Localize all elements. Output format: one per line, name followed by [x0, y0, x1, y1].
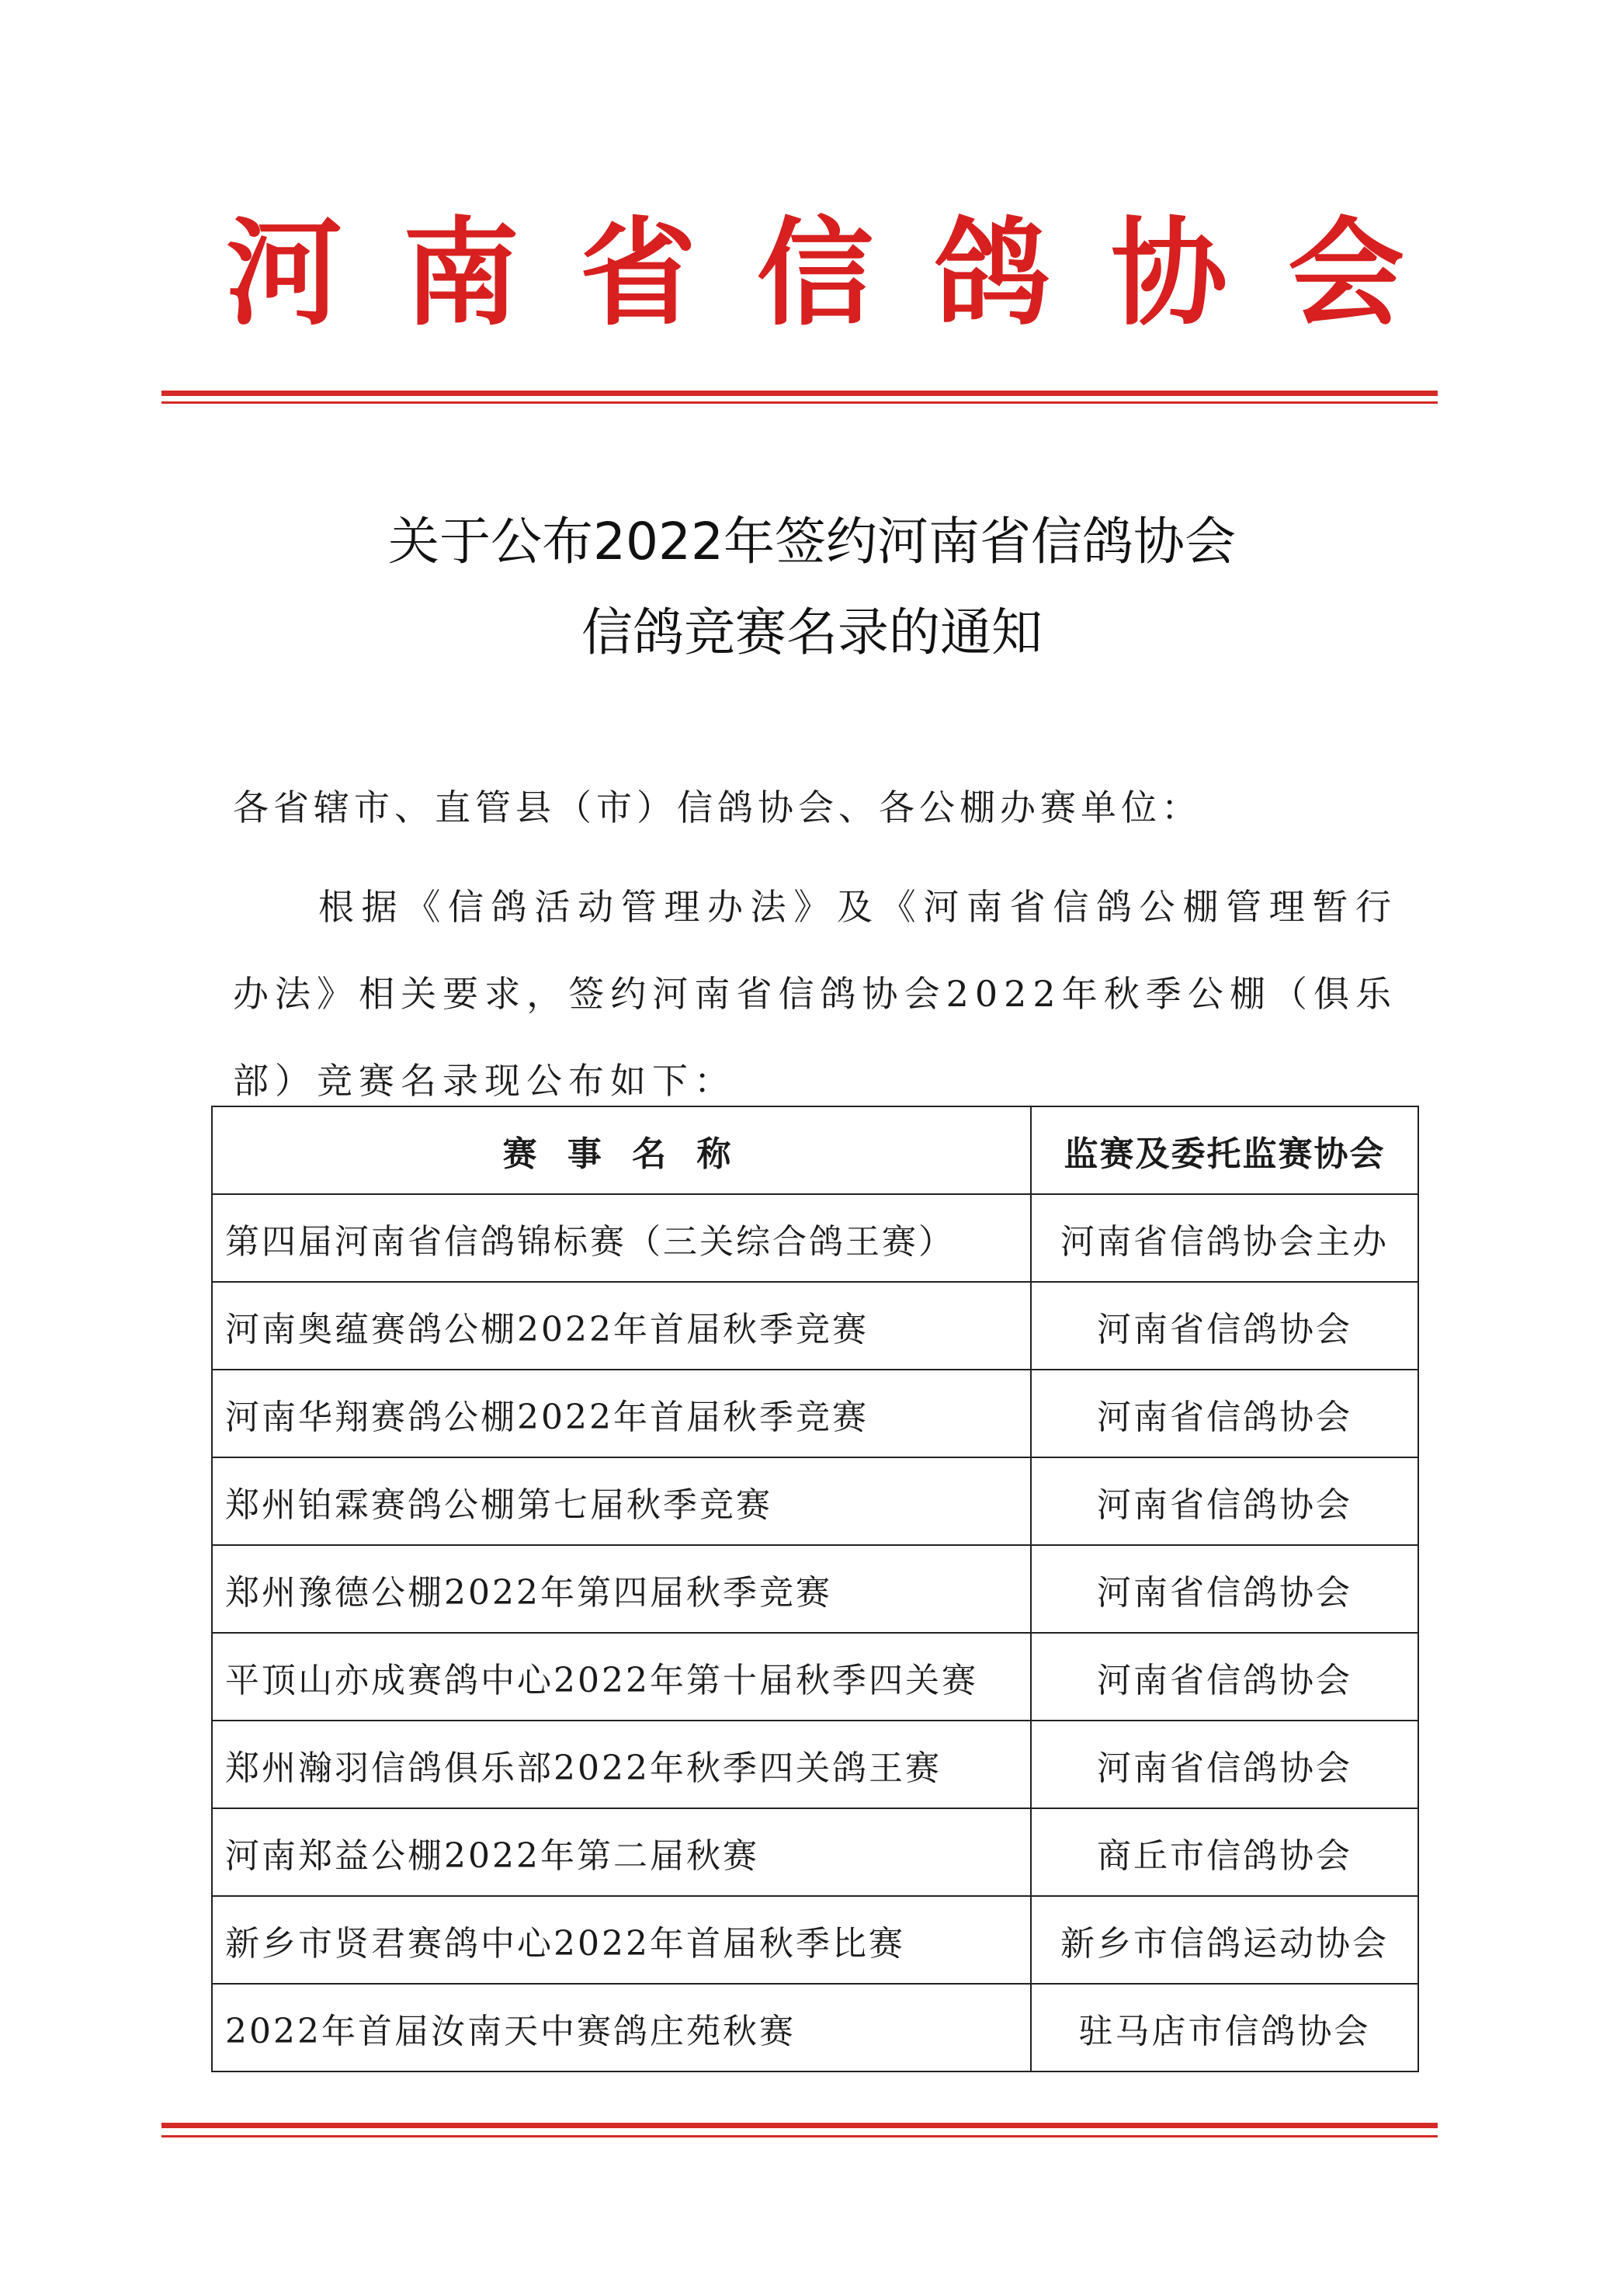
notice-title-line2: 信鸽竞赛名录的通知: [581, 603, 1043, 662]
supervising-association: 商丘市信鸽协会: [1031, 1808, 1418, 1896]
supervising-association: 河南省信鸽协会: [1031, 1721, 1418, 1808]
supervising-association: 河南省信鸽协会: [1031, 1282, 1418, 1370]
letterhead-rule-thick: [161, 391, 1438, 396]
supervising-association: 河南省信鸽协会主办: [1031, 1194, 1418, 1282]
event-name: 平顶山亦成赛鸽中心2022年第十届秋季四关赛: [212, 1633, 1031, 1721]
event-name: 河南奥蕴赛鸽公棚2022年首届秋季竞赛: [212, 1282, 1031, 1370]
supervising-association: 驻马店市信鸽协会: [1031, 1984, 1418, 2071]
event-name: 新乡市贤君赛鸽中心2022年首届秋季比赛: [212, 1896, 1031, 1984]
supervising-association: 河南省信鸽协会: [1031, 1633, 1418, 1721]
event-name: 郑州豫德公棚2022年第四届秋季竞赛: [212, 1545, 1031, 1633]
table-header-row: [212, 1106, 1418, 1194]
footer-rule-thick: [161, 2123, 1438, 2128]
event-name: 河南郑益公棚2022年第二届秋赛: [212, 1808, 1031, 1896]
table-body: [212, 1194, 1418, 2071]
table-row: [212, 1984, 1418, 2071]
table-row: [212, 1633, 1418, 1721]
table-row: [212, 1808, 1418, 1896]
header-supervising-association: 监赛及委托监赛协会: [1031, 1106, 1418, 1194]
notice-title-line1: 关于公布2022年签约河南省信鸽协会: [388, 512, 1236, 571]
supervising-association: 河南省信鸽协会: [1031, 1545, 1418, 1633]
notice-body: 根据《信鸽活动管理办法》及《河南省信鸽公棚管理暂行办法》相关要求，签约河南省信鸽协会2022年秋季公棚（俱乐部）竞赛名录现公布如下：: [233, 886, 1397, 1102]
table-row: [212, 1457, 1418, 1545]
footer-rule-thin: [161, 2135, 1438, 2137]
notice-salutation: 各省辖市、直管县（市）信鸽协会、各公棚办赛单位：: [233, 787, 1202, 828]
event-name: 河南华翔赛鸽公棚2022年首届秋季竞赛: [212, 1370, 1031, 1457]
table-row: [212, 1721, 1418, 1808]
letterhead-rule-thin: [161, 401, 1438, 404]
table-row: [212, 1370, 1418, 1457]
letterhead-title: 河南省信鸽协会: [225, 205, 1465, 342]
supervising-association: 河南省信鸽协会: [1031, 1457, 1418, 1545]
table-row: [212, 1545, 1418, 1633]
header-event-name: 赛 事 名 称: [212, 1106, 1031, 1194]
supervising-association: 河南省信鸽协会: [1031, 1370, 1418, 1457]
event-name: 第四届河南省信鸽锦标赛（三关综合鸽王赛）: [212, 1194, 1031, 1282]
event-name: 郑州铂霖赛鸽公棚第七届秋季竞赛: [212, 1457, 1031, 1545]
supervising-association: 新乡市信鸽运动协会: [1031, 1896, 1418, 1984]
competition-table: [211, 1106, 1419, 2072]
table-row: [212, 1282, 1418, 1370]
table-row: [212, 1194, 1418, 1282]
event-name: 2022年首届汝南天中赛鸽庄苑秋赛: [212, 1984, 1031, 2071]
event-name: 郑州瀚羽信鸽俱乐部2022年秋季四关鸽王赛: [212, 1721, 1031, 1808]
table-row: [212, 1896, 1418, 1984]
